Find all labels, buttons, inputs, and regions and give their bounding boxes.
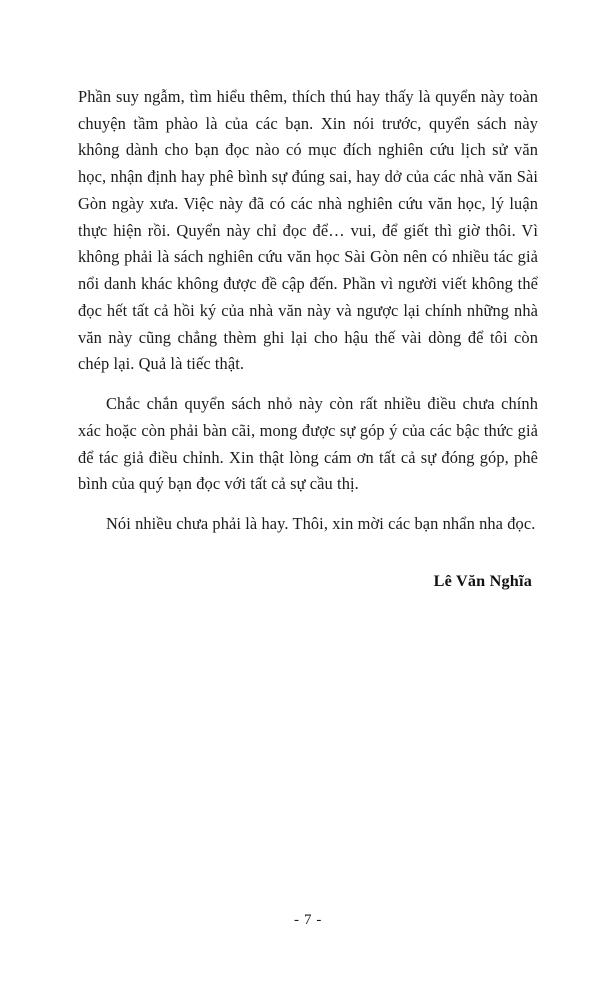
author-signature: Lê Văn Nghĩa <box>433 571 532 590</box>
paragraph: Nói nhiều chưa phải là hay. Thôi, xin mời các bạn nhẩn nha đọc. <box>106 514 536 534</box>
page-text-block <box>78 84 538 591</box>
paragraph: Phần suy ngẫm, tìm hiểu thêm, thích thú hay thấy là quyển này toàn chuyện tầm phào là của các bạn. Xin nói trước, quyển sách này không dành cho bạn đọc nào có mục đích nghiên cứu lịch sử văn học, nhận định hay phê bình sự đúng sai, hay dở của các nhà văn Sài Gòn ngày xưa. Việc này đã có các nhà nghiên cứu văn học, lý luận thực hiện rồi. Quyển này chỉ đọc để… vui, để giết thì giờ thôi. Vì không phải là sách nghiên cứu văn học Sài Gòn nên có nhiều tác giả nổi danh khác không được đề cập đến. Phần vì người viết không thể đọc hết tất cả hồi ký của nhà văn này và ngược lại chính những nhà văn này cũng chẳng thèm ghi lại cho hậu thế vài dòng để tôi còn chép lại. Quả là tiếc thật. <box>78 87 538 374</box>
paragraph: Chắc chắn quyển sách nhỏ này còn rất nhiều điều chưa chính xác hoặc còn phải bàn cãi, mong được sự góp ý của các bậc thức giả để tác giả điều chỉnh. Xin thật lòng cám ơn tất cả sự đóng góp, phê bình của quý bạn đọc với tất cả sự cầu thị. <box>78 394 538 494</box>
page-number: - 7 - <box>294 912 322 928</box>
